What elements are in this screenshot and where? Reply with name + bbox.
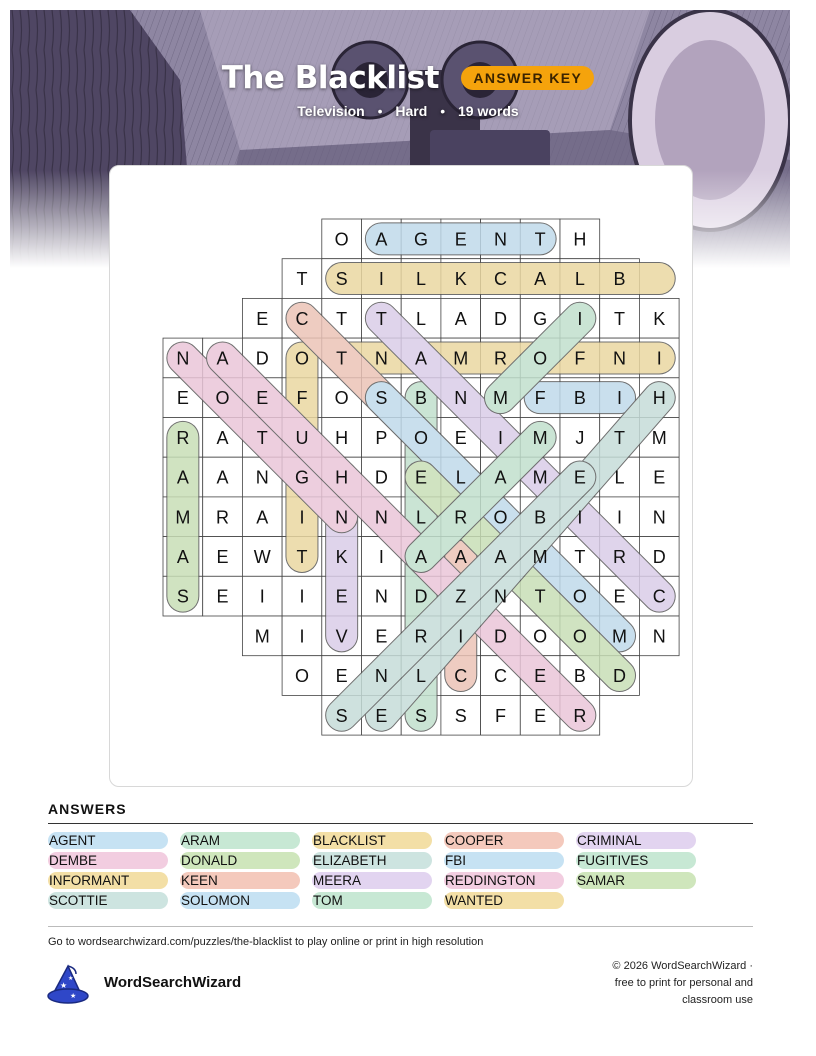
grid-letter: E [375, 705, 388, 726]
grid-letter: H [652, 388, 666, 409]
grid-letter: E [335, 666, 348, 687]
grid-letter: I [259, 586, 265, 607]
grid-letter: M [532, 467, 548, 488]
grid-letter: N [374, 586, 388, 607]
grid-letter: E [375, 626, 388, 647]
grid-letter: M [651, 427, 667, 448]
grid-letter: I [458, 626, 464, 647]
answer-item: ELIZABETH [312, 852, 432, 869]
grid-letter: R [414, 626, 428, 647]
grid-letter: D [493, 308, 507, 329]
grid-letter: N [652, 626, 666, 647]
grid-letter: O [414, 427, 429, 448]
grid-letter: O [334, 229, 349, 250]
grid-letter: A [176, 546, 189, 567]
grid-letter: N [176, 348, 190, 369]
grid-letter: S [375, 388, 388, 409]
grid-letter: M [612, 626, 628, 647]
grid-letter: N [374, 507, 388, 528]
grid-letter: T [296, 546, 308, 567]
separator-dot: • [440, 103, 446, 119]
grid-letter: T [296, 269, 308, 290]
grid-letter: F [534, 388, 546, 409]
grid-letter: O [493, 507, 508, 528]
answer-item: SCOTTIE [48, 892, 168, 909]
puzzle-card [109, 165, 693, 787]
grid-letter: E [534, 666, 547, 687]
grid-letter: T [375, 308, 387, 329]
separator-dot: • [377, 103, 383, 119]
word-count-label: 19 words [458, 103, 519, 119]
grid-letter: K [335, 546, 348, 567]
grid-letter: L [614, 467, 625, 488]
grid-letter: R [216, 507, 230, 528]
grid-letter: T [256, 427, 268, 448]
answers-heading: ANSWERS [48, 801, 127, 817]
grid-letter: U [295, 427, 309, 448]
footer-divider [48, 926, 753, 927]
answer-item: FUGITIVES [576, 852, 696, 869]
grid-letter: I [577, 507, 583, 528]
grid-letter: I [497, 427, 503, 448]
grid-letter: T [336, 348, 348, 369]
grid-letter: J [575, 427, 585, 448]
grid-letter: B [415, 388, 428, 409]
grid-letter: K [653, 308, 666, 329]
grid-letter: N [454, 388, 468, 409]
grid-letter: A [454, 308, 467, 329]
grid-letter: I [299, 507, 305, 528]
grid-letter: I [577, 308, 583, 329]
grid-letter: M [254, 626, 270, 647]
grid-letter: A [375, 229, 388, 250]
copyright-text [553, 958, 753, 1009]
footer-url-text: Go to wordsearchwizard.com/puzzles/the-blacklist to play online or print in high resolution [48, 936, 484, 948]
grid-letter: D [613, 666, 627, 687]
grid-letter: G [294, 467, 309, 488]
grid-letter: O [334, 388, 349, 409]
svg-text:★: ★ [60, 981, 68, 990]
grid-letter: I [378, 546, 384, 567]
grid-letter: I [299, 626, 305, 647]
grid-letter: O [215, 388, 230, 409]
brand-name: WordSearchWizard [104, 974, 242, 991]
grid-letter: A [494, 467, 507, 488]
grid-letter: T [574, 546, 586, 567]
grid-letter: B [573, 388, 586, 409]
grid-letter: Z [455, 586, 467, 607]
grid-letter: R [613, 546, 627, 567]
grid-letter: N [255, 467, 269, 488]
grid-letter: S [415, 705, 428, 726]
grid-letter: W [253, 546, 271, 567]
difficulty-label: Hard [395, 103, 428, 119]
copyright-line: free to print for personal and [614, 977, 753, 989]
puzzle-meta [0, 103, 816, 119]
category-label: Television [297, 103, 365, 119]
grid-letter: O [533, 626, 548, 647]
grid-letter: H [335, 467, 349, 488]
svg-text:★: ★ [68, 975, 74, 982]
grid-letter: V [335, 626, 348, 647]
grid-letter: I [299, 586, 305, 607]
grid-letter: L [416, 308, 427, 329]
grid-letter: N [335, 507, 349, 528]
grid-letter: E [176, 388, 189, 409]
answer-item: DONALD [180, 852, 300, 869]
answer-key-badge: ANSWER KEY [461, 66, 594, 90]
grid-letter: M [532, 546, 548, 567]
grid-letter: A [534, 269, 547, 290]
answer-item: SAMAR [576, 872, 696, 889]
grid-letter: R [573, 705, 587, 726]
grid-letter: G [533, 308, 548, 329]
answer-item: ARAM [180, 832, 300, 849]
grid-letter: E [454, 427, 467, 448]
grid-letter: E [216, 546, 229, 567]
answer-item: KEEN [180, 872, 300, 889]
grid-letter: T [534, 229, 546, 250]
grid-letter: T [534, 586, 546, 607]
answer-item: MEERA [312, 872, 432, 889]
grid-letter: F [494, 705, 506, 726]
grid-letter: O [533, 348, 548, 369]
grid-letter: D [652, 546, 666, 567]
grid-letter: N [493, 586, 507, 607]
grid-letter: D [374, 467, 388, 488]
grid-letter: O [572, 626, 587, 647]
grid-letter: A [216, 467, 229, 488]
grid-letter: I [378, 269, 384, 290]
grid-letter: O [572, 586, 587, 607]
wizard-hat-logo-icon [46, 964, 94, 1011]
grid-letter: R [454, 507, 468, 528]
answer-item: SOLOMON [180, 892, 300, 909]
grid-letter: M [175, 507, 191, 528]
grid-letter: C [652, 586, 666, 607]
grid-letter: P [375, 427, 388, 448]
grid-letter: B [573, 666, 586, 687]
grid-letter: E [216, 586, 229, 607]
grid-letter: G [414, 229, 429, 250]
grid-letter: A [216, 427, 229, 448]
grid-letter: L [416, 269, 427, 290]
answer-item: COOPER [444, 832, 564, 849]
answer-item: INFORMANT [48, 872, 168, 889]
puzzle-title: The Blacklist [221, 60, 439, 96]
grid-letter: A [454, 546, 467, 567]
grid-letter: R [176, 427, 190, 448]
grid-letter: B [613, 269, 626, 290]
answer-item: FBI [444, 852, 564, 869]
grid-letter: A [415, 348, 428, 369]
answer-item: WANTED [444, 892, 564, 909]
answer-item: CRIMINAL [576, 832, 696, 849]
grid-letter: L [574, 269, 585, 290]
grid-letter: O [294, 348, 309, 369]
grid-letter: L [416, 666, 427, 687]
grid-letter: S [176, 586, 189, 607]
grid-letter: M [492, 388, 508, 409]
grid-letter: S [335, 269, 348, 290]
grid-letter: C [493, 269, 507, 290]
answer-item: AGENT [48, 832, 168, 849]
answer-item: BLACKLIST [312, 832, 432, 849]
grid-letter: I [656, 348, 662, 369]
answer-item: DEMBE [48, 852, 168, 869]
grid-letter: F [296, 388, 308, 409]
grid-letter: H [335, 427, 349, 448]
svg-text:★: ★ [70, 992, 77, 1000]
grid-letter: I [617, 507, 623, 528]
grid-letter: C [454, 666, 468, 687]
grid-letter: L [416, 507, 427, 528]
grid-letter: A [176, 467, 189, 488]
grid-letter: K [454, 269, 467, 290]
grid-letter: D [255, 348, 269, 369]
grid-letter: N [652, 507, 666, 528]
grid-letter: T [614, 308, 626, 329]
grid-letter: A [216, 348, 229, 369]
grid-letter: O [294, 666, 309, 687]
grid-letter: T [336, 308, 348, 329]
grid-letter: R [493, 348, 507, 369]
grid-letter: E [534, 705, 547, 726]
grid-letter: L [455, 467, 466, 488]
grid-letter: E [335, 586, 348, 607]
grid-letter: A [256, 507, 269, 528]
grid-letter: N [374, 666, 388, 687]
grid-letter: M [453, 348, 469, 369]
grid-letter: N [374, 348, 388, 369]
grid-letter: S [335, 705, 348, 726]
grid-letter: C [295, 308, 309, 329]
grid-letter: T [614, 427, 626, 448]
grid-letter: F [574, 348, 586, 369]
grid-letter: E [653, 467, 666, 488]
grid-letter: A [415, 546, 428, 567]
grid-letter: A [494, 546, 507, 567]
title-row [0, 60, 816, 96]
grid-letter: C [493, 666, 507, 687]
grid-letter: E [256, 308, 269, 329]
answer-item: TOM [312, 892, 432, 909]
answer-item: REDDINGTON [444, 872, 564, 889]
answers-divider [48, 823, 753, 824]
grid-letter: B [534, 507, 547, 528]
grid-letter: D [414, 586, 428, 607]
grid-letter: M [532, 427, 548, 448]
grid-letter: E [573, 467, 586, 488]
grid-letter: H [573, 229, 587, 250]
grid-letter: N [613, 348, 627, 369]
copyright-line: classroom use [682, 994, 753, 1006]
grid-letter: I [617, 388, 623, 409]
grid-letter: E [256, 388, 269, 409]
copyright-line: © 2026 WordSearchWizard · [612, 960, 753, 972]
grid-letter: S [454, 705, 467, 726]
word-search-grid [110, 166, 692, 786]
grid-letter: N [493, 229, 507, 250]
grid-letter: D [493, 626, 507, 647]
grid-letter: E [613, 586, 626, 607]
grid-letter: E [415, 467, 428, 488]
grid-letter: E [454, 229, 467, 250]
